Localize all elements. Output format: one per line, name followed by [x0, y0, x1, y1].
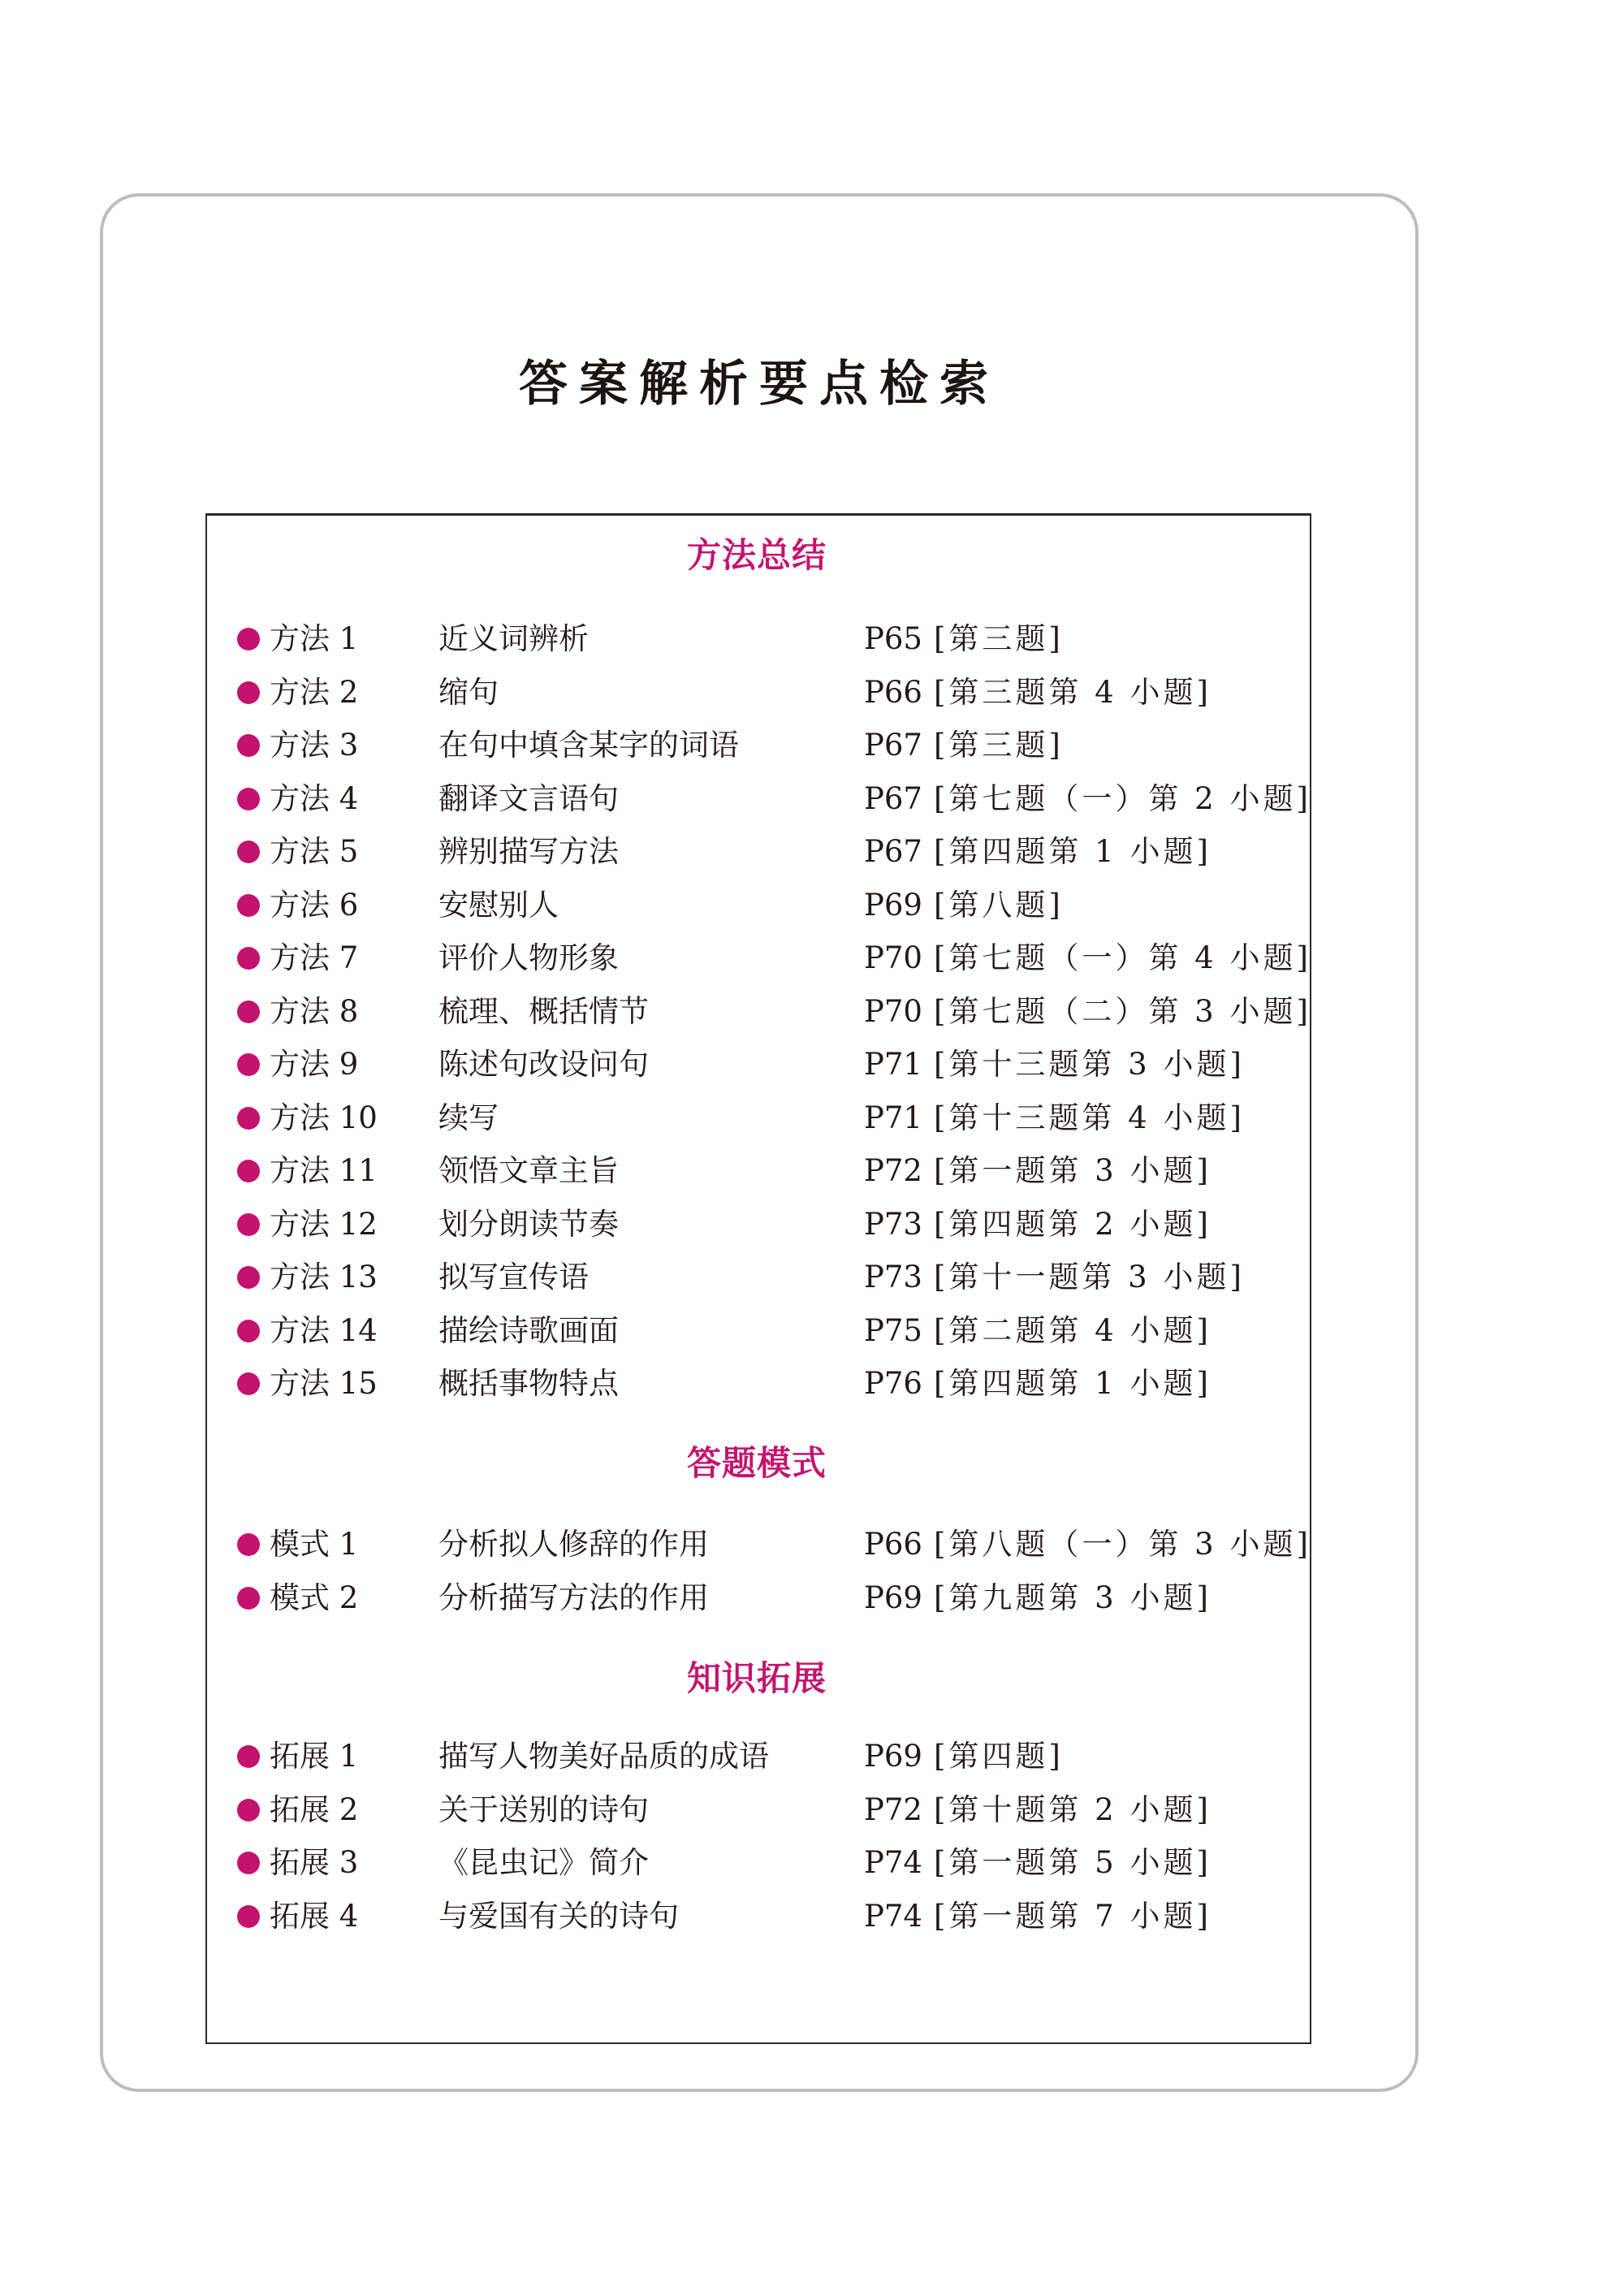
- entry-description: 缩句: [438, 674, 499, 710]
- question-reference: [第七题（一）第 4 小题]: [933, 940, 1311, 975]
- entry-description: 评价人物形象: [438, 940, 619, 975]
- entry-description: 划分朗读节奏: [438, 1206, 619, 1242]
- page-number: P66: [864, 674, 922, 710]
- bullet-dot-icon: [237, 1852, 260, 1874]
- entry-label: 方法 14: [270, 1312, 378, 1348]
- entry-label: 方法 8: [270, 993, 359, 1029]
- index-entry-row: [0, 1098, 1380, 1139]
- entry-description: 梳理、概括情节: [438, 993, 649, 1029]
- index-entry-row: [0, 938, 1380, 979]
- entry-label: 方法 9: [270, 1047, 359, 1082]
- page-number: P75: [864, 1312, 922, 1348]
- entry-description: 近义词辨析: [438, 621, 589, 656]
- bullet-dot-icon: [237, 1107, 260, 1130]
- section-header: 知识拓展: [686, 1658, 827, 1698]
- question-reference: [第一题第 5 小题]: [933, 1845, 1212, 1880]
- page-number: P70: [864, 993, 922, 1029]
- page-number: P71: [864, 1100, 922, 1135]
- index-entry-row: [0, 1257, 1380, 1298]
- bullet-dot-icon: [237, 1533, 260, 1556]
- entry-description: 描写人物美好品质的成语: [438, 1739, 769, 1774]
- entry-description: 在句中填含某字的词语: [438, 728, 739, 763]
- question-reference: [第十三题第 3 小题]: [933, 1047, 1245, 1082]
- page-title: 答案解析要点检索: [519, 356, 1000, 413]
- entry-label: 方法 6: [270, 887, 359, 923]
- question-reference: [第十题第 2 小题]: [933, 1791, 1212, 1827]
- index-entry-row: [0, 992, 1380, 1032]
- entry-description: 辨别描写方法: [438, 834, 619, 869]
- entry-page-reference: [864, 885, 1064, 926]
- entry-page-reference: [864, 1257, 1245, 1298]
- bullet-dot-icon: [237, 628, 260, 650]
- question-reference: [第三题]: [933, 728, 1064, 763]
- index-entry-row: [0, 1311, 1380, 1351]
- page-number: P70: [864, 940, 922, 975]
- entry-label: 方法 1: [270, 621, 359, 656]
- entry-label: 方法 12: [270, 1206, 378, 1242]
- question-reference: [第八题]: [933, 887, 1064, 923]
- entry-description: 安慰别人: [438, 887, 559, 923]
- question-reference: [第一题第 7 小题]: [933, 1898, 1212, 1934]
- question-reference: [第十三题第 4 小题]: [933, 1100, 1245, 1135]
- question-reference: [第八题（一）第 3 小题]: [933, 1527, 1311, 1562]
- index-entry-row: [0, 1790, 1380, 1830]
- page-number: P67: [864, 780, 922, 816]
- entry-page-reference: [864, 1524, 1311, 1565]
- page-number: P71: [864, 1047, 922, 1082]
- entry-page-reference: [864, 1843, 1212, 1883]
- page-number: P74: [864, 1845, 922, 1880]
- entry-description: 分析描写方法的作用: [438, 1580, 709, 1615]
- page-number: P73: [864, 1260, 922, 1294]
- bullet-dot-icon: [237, 1053, 260, 1076]
- entry-description: 陈述句改设问句: [438, 1047, 649, 1082]
- bullet-dot-icon: [237, 1266, 260, 1289]
- entry-label: 方法 13: [270, 1260, 378, 1294]
- entry-page-reference: [864, 1364, 1212, 1404]
- question-reference: [第九题第 3 小题]: [933, 1580, 1212, 1615]
- entry-page-reference: [864, 725, 1064, 766]
- index-entry-row: [0, 1204, 1380, 1245]
- question-reference: [第十一题第 3 小题]: [933, 1260, 1245, 1294]
- index-entry-row: [0, 1896, 1380, 1937]
- index-entry-row: [0, 1151, 1380, 1191]
- index-entry-row: [0, 885, 1380, 926]
- entry-page-reference: [864, 1578, 1212, 1619]
- entry-label: 模式 1: [270, 1527, 359, 1562]
- bullet-dot-icon: [237, 1905, 260, 1928]
- index-entry-row: [0, 1736, 1380, 1777]
- question-reference: [第七题（一）第 2 小题]: [933, 780, 1311, 816]
- question-reference: [第二题第 4 小题]: [933, 1312, 1212, 1348]
- bullet-dot-icon: [237, 1001, 260, 1023]
- bullet-dot-icon: [237, 1213, 260, 1236]
- entry-description: 《昆虫记》简介: [438, 1845, 649, 1880]
- entry-page-reference: [864, 992, 1311, 1032]
- page-number: P69: [864, 887, 922, 923]
- section-header: 方法总结: [686, 535, 827, 575]
- bullet-dot-icon: [237, 841, 260, 863]
- page-number: P72: [864, 1791, 922, 1827]
- question-reference: [第四题第 1 小题]: [933, 834, 1212, 869]
- index-entry-row: [0, 1044, 1380, 1085]
- question-reference: [第三题]: [933, 621, 1064, 656]
- entry-label: 方法 7: [270, 940, 359, 975]
- question-reference: [第七题（二）第 3 小题]: [933, 993, 1311, 1029]
- index-entry-row: [0, 1364, 1380, 1404]
- entry-label: 方法 4: [270, 780, 359, 816]
- bullet-dot-icon: [237, 1587, 260, 1610]
- bullet-dot-icon: [237, 1320, 260, 1342]
- page-number: P67: [864, 728, 922, 763]
- entry-page-reference: [864, 1204, 1212, 1245]
- bullet-dot-icon: [237, 1160, 260, 1182]
- section-header: 答题模式: [686, 1443, 827, 1483]
- entry-label: 模式 2: [270, 1580, 359, 1615]
- entry-label: 方法 2: [270, 674, 359, 710]
- entry-page-reference: [864, 1736, 1064, 1777]
- index-entry-row: [0, 672, 1380, 713]
- question-reference: [第一题第 3 小题]: [933, 1153, 1212, 1188]
- index-entry-row: [0, 1843, 1380, 1883]
- entry-description: 翻译文言语句: [438, 780, 619, 816]
- entry-page-reference: [864, 832, 1212, 872]
- entry-page-reference: [864, 619, 1064, 659]
- bullet-dot-icon: [237, 1745, 260, 1768]
- entry-label: 拓展 1: [270, 1739, 359, 1774]
- entry-description: 拟写宣传语: [438, 1260, 589, 1294]
- question-reference: [第四题第 2 小题]: [933, 1206, 1212, 1242]
- entry-page-reference: [864, 1151, 1212, 1191]
- entry-page-reference: [864, 1311, 1212, 1351]
- entry-description: 领悟文章主旨: [438, 1153, 619, 1188]
- entry-description: 续写: [438, 1100, 499, 1135]
- entry-page-reference: [864, 938, 1311, 979]
- entry-label: 方法 3: [270, 728, 359, 763]
- entry-label: 拓展 3: [270, 1845, 359, 1880]
- index-entry-row: [0, 619, 1380, 659]
- entry-label: 拓展 2: [270, 1791, 359, 1827]
- entry-page-reference: [864, 1044, 1245, 1085]
- bullet-dot-icon: [237, 734, 260, 757]
- bullet-dot-icon: [237, 788, 260, 810]
- page-number: P69: [864, 1580, 922, 1615]
- question-reference: [第四题]: [933, 1739, 1064, 1774]
- entry-page-reference: [864, 1098, 1245, 1139]
- page-number: P73: [864, 1206, 922, 1242]
- entry-description: 分析拟人修辞的作用: [438, 1527, 709, 1562]
- entry-label: 方法 15: [270, 1366, 378, 1401]
- page-number: P67: [864, 834, 922, 869]
- bullet-dot-icon: [237, 1372, 260, 1395]
- bullet-dot-icon: [237, 894, 260, 917]
- page-number: P66: [864, 1527, 922, 1562]
- entry-page-reference: [864, 1790, 1212, 1830]
- index-entry-row: [0, 1524, 1380, 1565]
- entry-label: 方法 10: [270, 1100, 378, 1135]
- index-entry-row: [0, 832, 1380, 872]
- bullet-dot-icon: [237, 947, 260, 970]
- page-number: P76: [864, 1366, 922, 1401]
- index-entry-row: [0, 725, 1380, 766]
- entry-label: 拓展 4: [270, 1898, 359, 1934]
- entry-description: 关于送别的诗句: [438, 1791, 649, 1827]
- entry-description: 概括事物特点: [438, 1366, 619, 1401]
- entry-label: 方法 5: [270, 834, 359, 869]
- question-reference: [第三题第 4 小题]: [933, 674, 1212, 710]
- page-number: P69: [864, 1739, 922, 1774]
- entry-page-reference: [864, 672, 1212, 713]
- entry-page-reference: [864, 779, 1311, 819]
- page-number: P74: [864, 1898, 922, 1934]
- bullet-dot-icon: [237, 1799, 260, 1822]
- index-entry-row: [0, 1578, 1380, 1619]
- entry-label: 方法 11: [270, 1153, 378, 1188]
- question-reference: [第四题第 1 小题]: [933, 1366, 1212, 1401]
- bullet-dot-icon: [237, 681, 260, 704]
- entry-description: 与爱国有关的诗句: [438, 1898, 679, 1934]
- index-entry-row: [0, 779, 1380, 819]
- entry-description: 描绘诗歌画面: [438, 1312, 619, 1348]
- entry-page-reference: [864, 1896, 1212, 1937]
- page-number: P65: [864, 621, 922, 656]
- page-number: P72: [864, 1153, 922, 1188]
